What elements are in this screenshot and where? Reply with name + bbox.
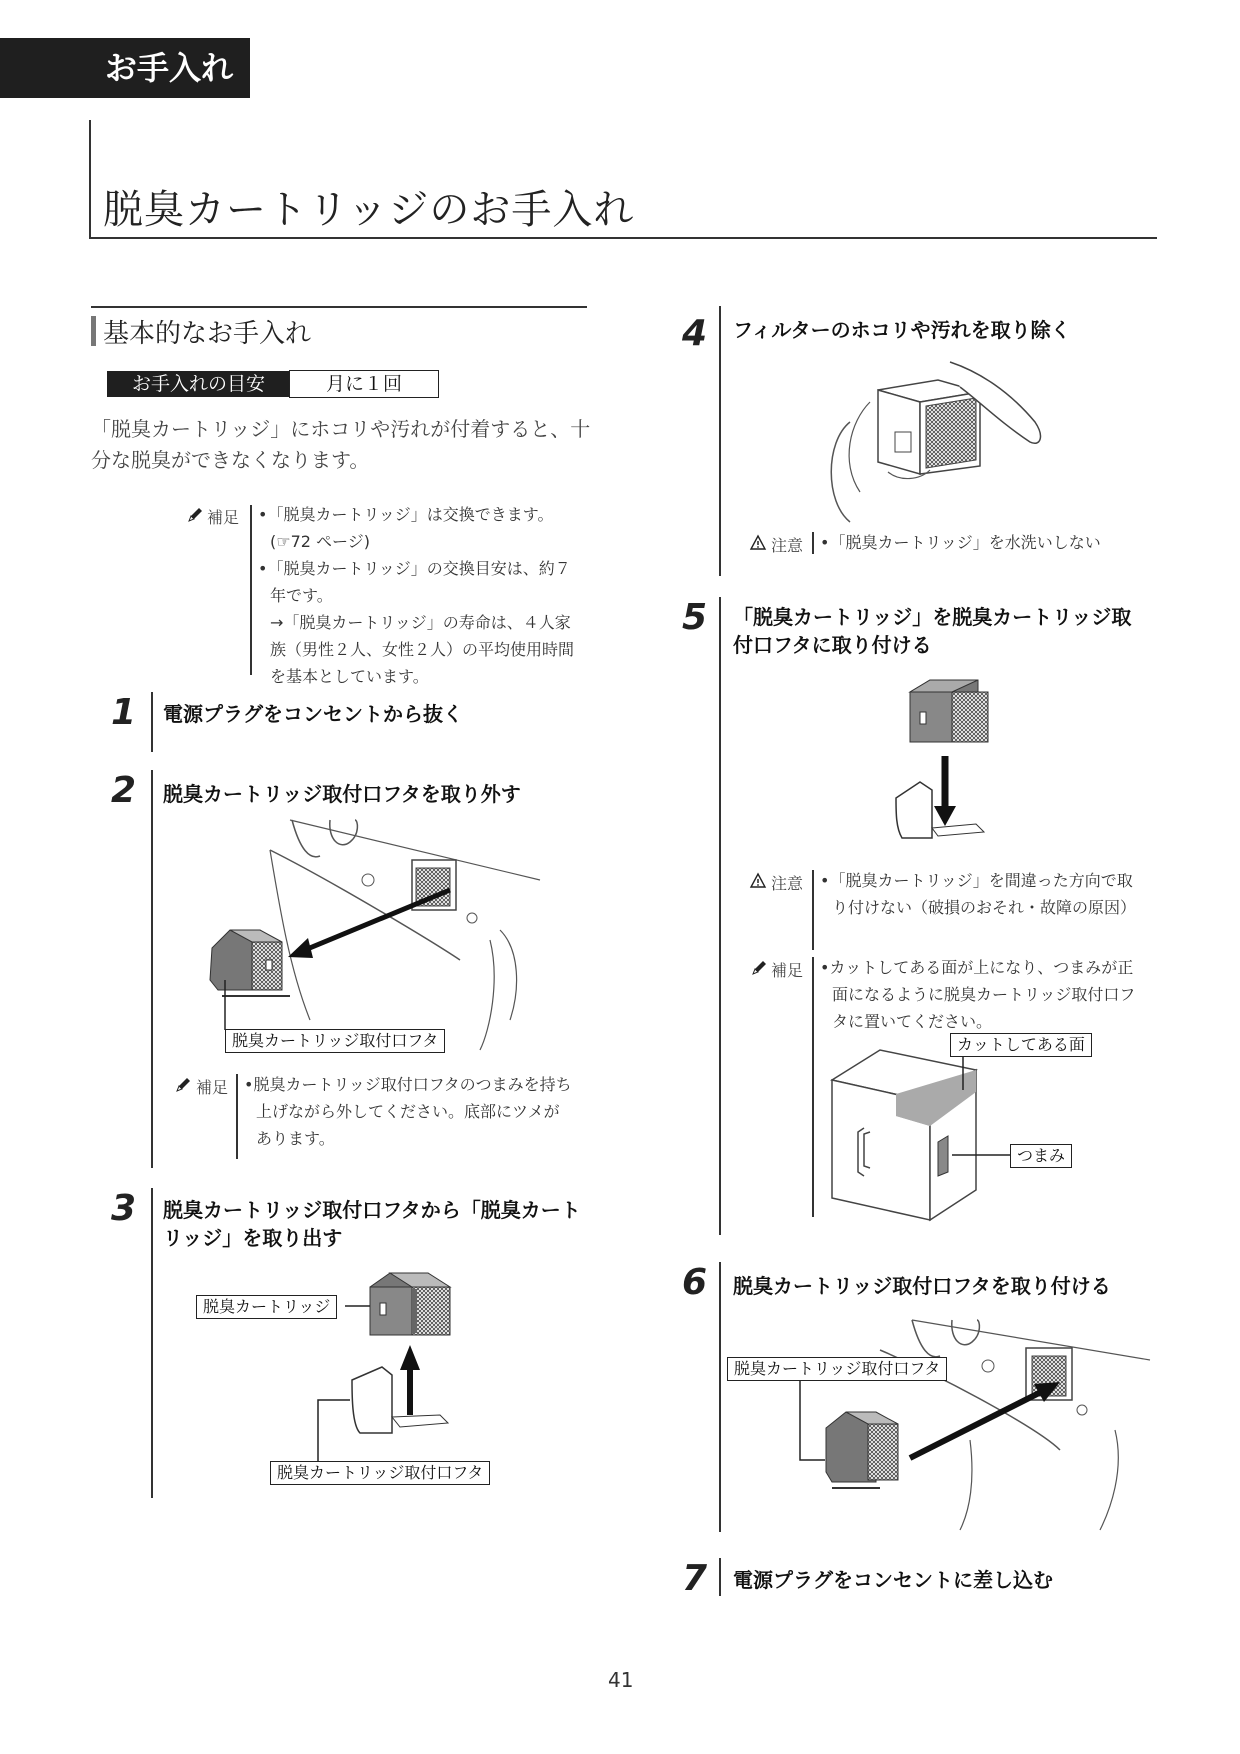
step-number: 2 <box>110 770 136 811</box>
step-5-text: 「脱臭カートリッジ」を脱臭カートリッジ取付口フタに取り付ける <box>733 605 1132 657</box>
page-title: 脱臭カートリッジのお手入れ <box>103 187 635 233</box>
note-rule <box>812 870 814 950</box>
page-number: 41 <box>608 1668 634 1692</box>
step-6-leader-line <box>0 0 1 1</box>
note-line: •「脱臭カートリッジ」は交換できます。 <box>258 505 554 524</box>
supplement-label: 補足 <box>771 961 804 980</box>
caution-line: •「脱臭カートリッジ」を間違った方向で取り付けない（破損のおそれ・故障の原因） <box>820 871 1137 917</box>
step-number: 5 <box>681 597 707 638</box>
step-6-illustration <box>820 1320 1150 1530</box>
caution-label: 注意 <box>771 536 804 555</box>
note-line: •脱臭カートリッジ取付口フタのつまみを持ち上げながら外してください。底部にツメがあります。 <box>244 1075 572 1148</box>
step-2-note <box>244 1071 574 1152</box>
warning-triangle-icon <box>750 535 766 551</box>
step-2-illustration <box>200 820 540 1050</box>
title-vertical-rule <box>89 120 91 238</box>
step-6-text: 脱臭カートリッジ取付口フタを取り付ける <box>733 1274 1111 1298</box>
step-5-caution <box>820 867 1140 921</box>
subheading: 基本的なお手入れ <box>103 319 312 349</box>
step-rule <box>151 770 153 1168</box>
step-number: 4 <box>681 313 707 354</box>
step-number: 7 <box>681 1558 707 1599</box>
supplement-label: 補足 <box>207 508 240 527</box>
note-rule <box>250 505 252 675</box>
cartridge-orientation-illustration <box>830 1050 990 1220</box>
cartridge-callout: 脱臭カートリッジ <box>196 1295 337 1319</box>
step-3-text: 脱臭カートリッジ取付口フタから「脱臭カートリッジ」を取り出す <box>163 1198 581 1250</box>
note-line: •カットしてある面が上になり、つまみが正面になるように脱臭カートリッジ取付口フタに置いてください。 <box>820 958 1136 1031</box>
note-line: (☞72 ページ) <box>270 532 370 551</box>
step-7-text: 電源プラグをコンセントに差し込む <box>733 1568 1053 1592</box>
note-line: →「脱臭カートリッジ」の寿命は、４人家族（男性２人、女性２人）の平均使用時間を基本としています。 <box>270 613 575 686</box>
title-underline <box>89 237 1157 239</box>
step-number: 1 <box>110 692 136 733</box>
step-6-callout: 脱臭カートリッジ取付口フタ <box>727 1357 947 1381</box>
step-number: 3 <box>110 1188 136 1229</box>
note-rule <box>812 532 814 554</box>
intro-text: 「脱臭カートリッジ」にホコリや汚れが付着すると、十分な脱臭ができなくなります。 <box>91 417 591 472</box>
step-number: 6 <box>681 1262 707 1303</box>
warning-triangle-icon <box>750 873 766 889</box>
note-rule <box>812 957 814 1217</box>
note-rule <box>236 1074 238 1159</box>
caution-label: 注意 <box>771 874 804 893</box>
step-rule <box>719 597 721 1235</box>
note-line: •「脱臭カートリッジ」の交換目安は、約７年です。 <box>258 559 571 605</box>
step-1-text: 電源プラグをコンセントから抜く <box>163 702 463 726</box>
main-supplement-note <box>258 501 583 690</box>
step-4-text: フィルターのホコリや汚れを取り除く <box>733 318 1071 342</box>
cut-face-callout: カットしてある面 <box>950 1033 1092 1057</box>
subheading-rule <box>91 306 587 308</box>
pencil-icon <box>750 959 768 977</box>
pencil-icon <box>186 506 204 524</box>
step-2-callout: 脱臭カートリッジ取付口フタ <box>225 1029 445 1053</box>
knob-callout: つまみ <box>1010 1144 1072 1168</box>
caution-line: •「脱臭カートリッジ」を水洗いしない <box>820 533 1101 552</box>
guide-value: 月に１回 <box>289 370 439 398</box>
step-rule <box>719 1262 721 1532</box>
step-rule <box>719 1558 721 1596</box>
section-tab: お手入れ <box>0 38 250 98</box>
step-3-illustration <box>330 1265 480 1455</box>
cover-callout: 脱臭カートリッジ取付口フタ <box>270 1461 490 1485</box>
guide-label: お手入れの目安 <box>107 371 290 397</box>
pencil-icon <box>174 1076 192 1094</box>
step-rule <box>151 1188 153 1498</box>
supplement-label: 補足 <box>196 1078 229 1097</box>
subheading-bar <box>91 316 96 346</box>
step-rule <box>151 692 153 752</box>
step-rule <box>719 306 721 576</box>
step-5-illustration <box>890 678 1010 848</box>
step-5-note <box>820 954 1140 1035</box>
step-2-text: 脱臭カートリッジ取付口フタを取り外す <box>163 782 521 806</box>
step-4-illustration <box>820 362 1060 522</box>
step-4-caution <box>820 529 1150 556</box>
